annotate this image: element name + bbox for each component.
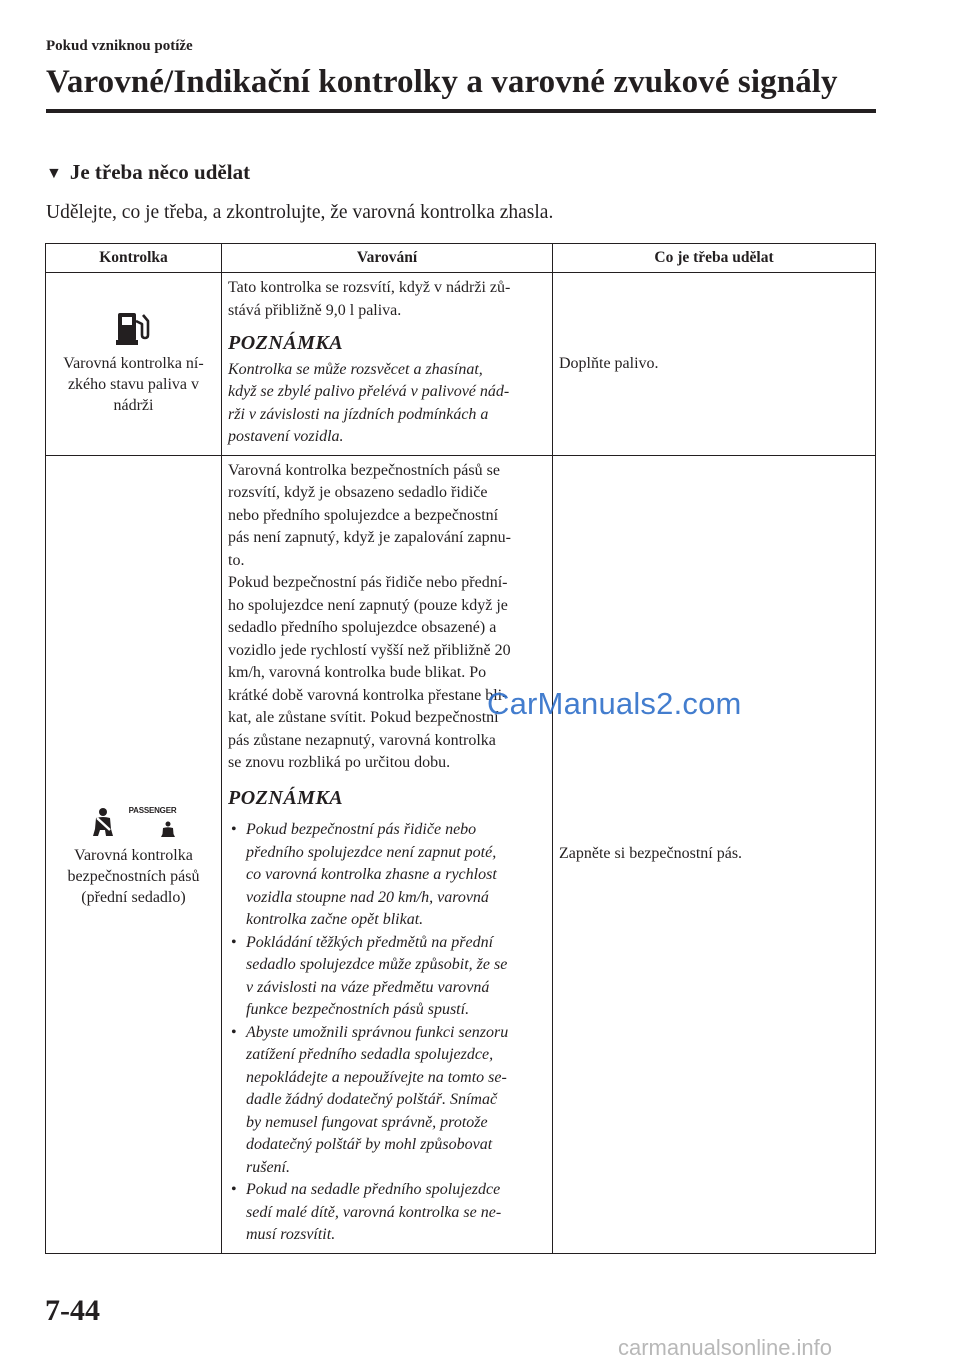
warning-line: se znovu rozbliká po určitou dobu.: [228, 754, 451, 771]
note-line: dodatečný polštář by mohl způsobovat: [246, 1136, 493, 1153]
warning-line: Tato kontrolka se rozsvítí, když v nádrži zů-: [228, 279, 511, 296]
note-list: [228, 819, 546, 1247]
note-line: sedadlo spolujezdce může způsobit, že se: [246, 956, 508, 973]
section-heading: [46, 160, 250, 185]
page-number: 7-44: [45, 1294, 100, 1327]
note-line: rušení.: [246, 1158, 290, 1176]
kontrolka-label-line: zkého stavu paliva v: [67, 376, 200, 394]
note-line: vozidla stoupne nad 20 km/h, varovná: [246, 888, 489, 906]
kontrolka-label-line: (přední sedadlo): [81, 889, 186, 906]
warning-line: to.: [228, 551, 245, 569]
warning-line: km/h, varovná kontrolka bude blikat. Po: [228, 664, 487, 681]
kontrolka-label-line: nádrži: [113, 397, 154, 415]
note-line: v závislosti na váze předmětu varovná: [246, 978, 490, 996]
note-line: předního spolujezdce není zapnut poté,: [246, 843, 497, 861]
note-line: kontrolka začne opět blikat.: [246, 911, 424, 928]
note-line: co varovná kontrolka zhasne a rychlost: [246, 866, 497, 883]
warning-line: rozsvítí, když je obsazeno sedadlo řidiče: [228, 484, 488, 501]
warning-line: krátké době varovná kontrolka přestane bli-: [228, 686, 508, 704]
note-line: Pokládání těžkých předmětů na přední: [246, 933, 494, 951]
note-line: Kontrolka se může rozsvěcet a zhasínat,: [228, 360, 483, 378]
page-title: Varovné/Indikační kontrolky a varovné zvukové signály: [46, 64, 838, 100]
bullet-icon: •: [231, 933, 237, 951]
section-heading-text: Je třeba něco udělat: [69, 160, 251, 184]
warning-text: [228, 277, 546, 322]
note-line: dadle žádný dodatečný polštář. Snímač: [246, 1091, 498, 1108]
warning-lights-table: [45, 243, 876, 1254]
note-line: sedí malé dítě, varovná kontrolka se ne-: [246, 1203, 502, 1221]
warning-line: stává přibližně 9,0 l paliva.: [228, 301, 402, 319]
warning-line: kat, ale zůstane svítit. Pokud bezpečnostní: [228, 709, 499, 726]
kontrolka-label-line: bezpečnostních pásů: [67, 868, 200, 885]
note-heading: POZNÁMKA: [228, 332, 344, 354]
warning-line: sedadlo předního spolujezdce obsazené) a: [228, 619, 497, 636]
warning-text: [228, 460, 546, 775]
note-line: Pokud na sedadle předního spolujezdce: [246, 1181, 501, 1198]
warning-line: pás není zapnutý, když je zapalování zapnu-: [228, 529, 511, 546]
warning-line: Varovná kontrolka bezpečnostních pásů se: [228, 461, 500, 479]
kontrolka-cell: [46, 273, 222, 456]
note-heading: POZNÁMKA: [228, 786, 344, 809]
kontrolka-label-line: Varovná kontrolka: [74, 847, 193, 864]
note-line: rži v závislosti na jízdních podmínkách a: [228, 405, 489, 423]
note-line: musí rozsvítit.: [246, 1226, 336, 1243]
note-line: když se zbylé palivo přelévá v palivové nád-: [228, 383, 510, 400]
column-header-kontrolka: Kontrolka: [46, 244, 222, 273]
note-line: zatížení předního sedadla spolujezdce,: [246, 1046, 494, 1063]
bullet-icon: •: [231, 1181, 237, 1198]
section-intro: Udělejte, co je třeba, a zkontrolujte, že varovná kontrolka zhasla.: [46, 202, 554, 223]
seatbelt-warning-icon: [91, 807, 117, 837]
list-item: [228, 932, 546, 1022]
bullet-icon: •: [231, 1023, 237, 1041]
note-line: nepokládejte a nepoužívejte na tomto se-: [246, 1068, 507, 1086]
fuel-pump-icon: [116, 311, 152, 345]
note-line: funkce bezpečnostních pásů spustí.: [246, 1001, 470, 1018]
site-watermark[interactable]: carmanualsonline.info: [618, 1335, 833, 1360]
table-header-row: [46, 244, 876, 273]
list-item: [228, 1179, 546, 1247]
note-line: Abyste umožnili správnou funkci senzoru: [246, 1023, 509, 1041]
action-cell: [553, 273, 876, 456]
varovani-cell: [222, 273, 553, 456]
kontrolka-label-line: Varovná kontrolka ní-: [63, 355, 204, 373]
bullet-icon: •: [231, 821, 237, 838]
action-text: Doplňte palivo.: [559, 354, 659, 372]
warning-line: ho spolujezdce není zapnutý (pouze když je: [228, 596, 508, 614]
action-text: Zapněte si bezpečnostní pás.: [559, 845, 743, 862]
table-row: [46, 455, 876, 1253]
column-header-varovani: Varování: [222, 244, 553, 273]
passenger-indicator: [129, 800, 177, 837]
note-text: [228, 359, 546, 449]
list-item: [228, 819, 546, 932]
triangle-marker-icon: ▼: [46, 165, 62, 182]
warning-line: pás zůstane nezapnutý, varovná kontrolka: [228, 731, 496, 749]
warning-line: nebo předního spolujezdce a bezpečnostní: [228, 506, 499, 524]
title-rule: [46, 109, 876, 113]
passenger-label: PASSENGER: [128, 806, 177, 815]
column-header-co-udelat: Co je třeba udělat: [553, 244, 876, 273]
note-line: postavení vozidla.: [228, 428, 344, 445]
kontrolka-cell: [46, 455, 222, 1253]
note-line: by nemusel fungovat správně, protože: [246, 1113, 488, 1131]
warning-line: vozidlo jede rychlostí vyšší než přibližně 20: [228, 641, 511, 659]
breadcrumb: Pokud vzniknou potíže: [46, 38, 193, 54]
note-line: Pokud bezpečnostní pás řidiče nebo: [246, 821, 477, 838]
warning-line: Pokud bezpečnostní pás řidiče nebo přední-: [228, 574, 508, 591]
watermark-link[interactable]: CarManuals2.com: [487, 686, 742, 721]
varovani-cell: [222, 455, 553, 1253]
table-row: [46, 273, 876, 456]
list-item: [228, 1022, 546, 1180]
passenger-seat-icon: [160, 821, 176, 837]
action-cell: [553, 455, 876, 1253]
